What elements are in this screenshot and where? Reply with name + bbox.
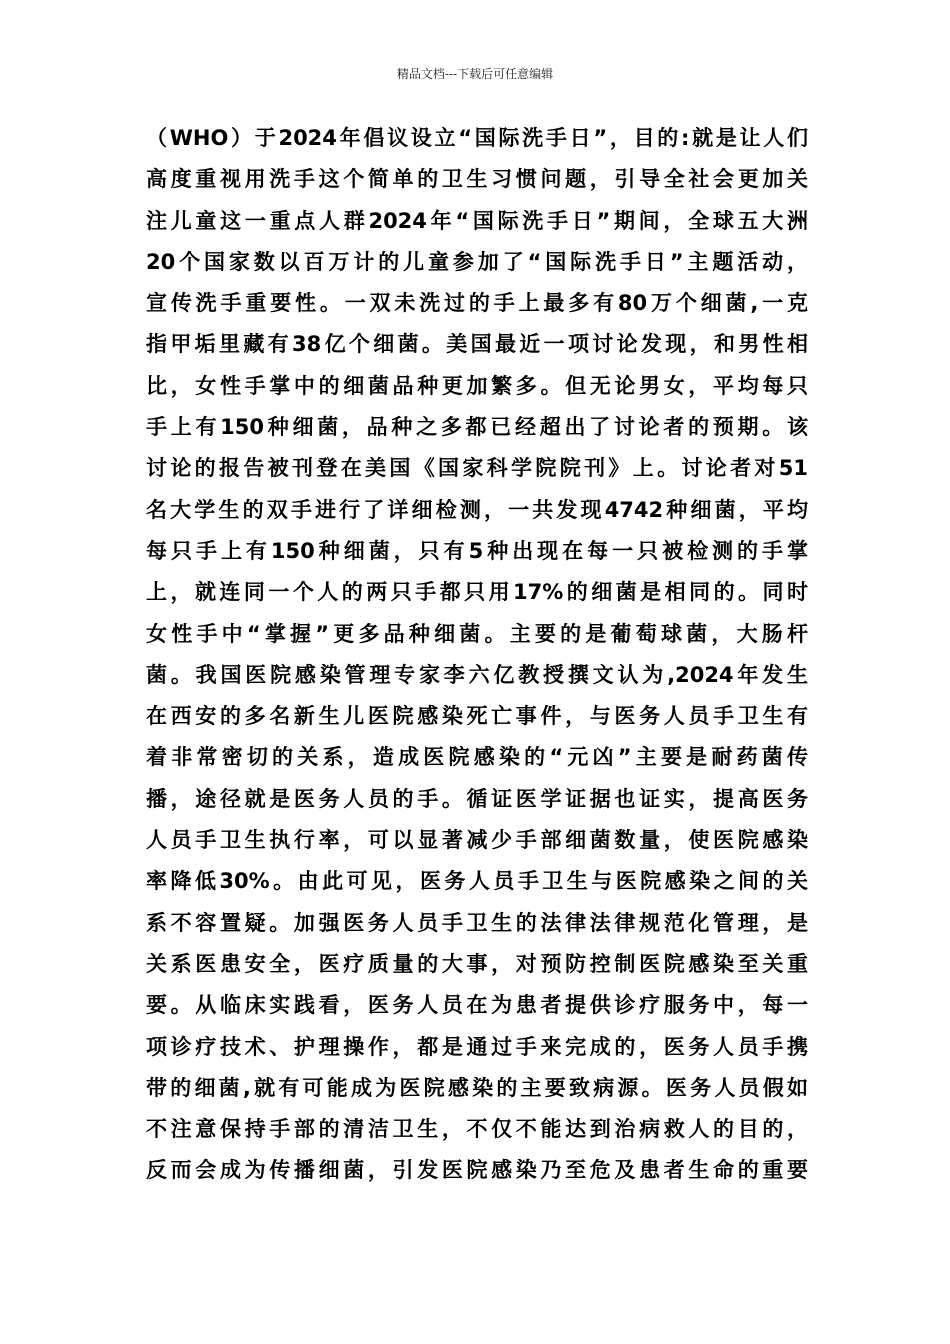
page-header-caption: 精品文档---下载后可任意编辑 <box>396 67 554 81</box>
text-line: 着非常密切的关系，造成医院感染的“元凶”主要是耐药菌传 <box>146 745 808 770</box>
text-line: 系不容置疑。加强医务人员手卫生的法律法律规范化管理，是 <box>146 910 808 935</box>
text-line: 20个国家数以百万计的儿童参加了“国际洗手日”主题活动， <box>146 249 808 274</box>
text-line: 手上有150种细菌，品种之多都已经超出了讨论者的预期。该 <box>146 415 808 440</box>
text-line: 在西安的多名新生儿医院感染死亡事件，与医务人员手卫生有 <box>146 704 808 729</box>
text-line: 上，就连同一个人的两只手都只用17%的细菌是相同的。同时 <box>146 580 808 605</box>
text-line: 每只手上有150种细菌，只有5种出现在每一只被检测的手掌 <box>146 538 808 563</box>
text-line: 人员手卫生执行率，可以显著减少手部细菌数量，使医院感染 <box>146 828 808 853</box>
text-line: 播，途径就是医务人员的手。循证医学证据也证实，提高医务 <box>146 786 808 811</box>
text-line: （WHO）于2024年倡议设立“国际洗手日”，目的:就是让人们 <box>146 126 808 150</box>
text-line: 带的细菌,就有可能成为医院感染的主要致病源。医务人员假如 <box>146 1075 808 1100</box>
text-line: 比，女性手掌中的细菌品种更加繁多。但无论男女，平均每只 <box>146 373 808 398</box>
text-line: 名大学生的双手进行了详细检测，一共发现4742种细菌，平均 <box>146 497 808 522</box>
text-line: 不注意保持手部的清洁卫生，不仅不能达到治病救人的目的， <box>146 1117 808 1142</box>
text-line: 要。从临床实践看，医务人员在为患者提供诊疗服务中，每一 <box>146 993 808 1018</box>
text-line: 菌。我国医院感染管理专家李六亿教授撰文认为,2024年发生 <box>146 662 808 687</box>
text-line: 注儿童这一重点人群2024年“国际洗手日”期间，全球五大洲 <box>146 208 808 233</box>
text-line: 宣传洗手重要性。一双未洗过的手上最多有80万个细菌,一克 <box>146 291 808 316</box>
text-line: 高度重视用洗手这个简单的卫生习惯问题，引导全社会更加关 <box>146 167 808 192</box>
document-body <box>146 118 808 1192</box>
text-line: 反而会成为传播细菌，引发医院感染乃至危及患者生命的重要 <box>146 1158 808 1183</box>
text-line: 女性手中“掌握”更多品种细菌。主要的是葡萄球菌，大肠杆 <box>146 621 808 646</box>
text-line: 讨论的报告被刊登在美国《国家科学院院刊》上。讨论者对51 <box>146 456 808 481</box>
text-line: 率降低30%。由此可见，医务人员手卫生与医院感染之间的关 <box>146 869 808 894</box>
text-line: 项诊疗技术、护理操作，都是通过手来完成的，医务人员手携 <box>146 1034 808 1059</box>
text-line: 指甲垢里藏有38亿个细菌。美国最近一项讨论发现，和男性相 <box>146 332 808 357</box>
text-line: 关系医患安全，医疗质量的大事，对预防控制医院感染至关重 <box>146 951 808 976</box>
